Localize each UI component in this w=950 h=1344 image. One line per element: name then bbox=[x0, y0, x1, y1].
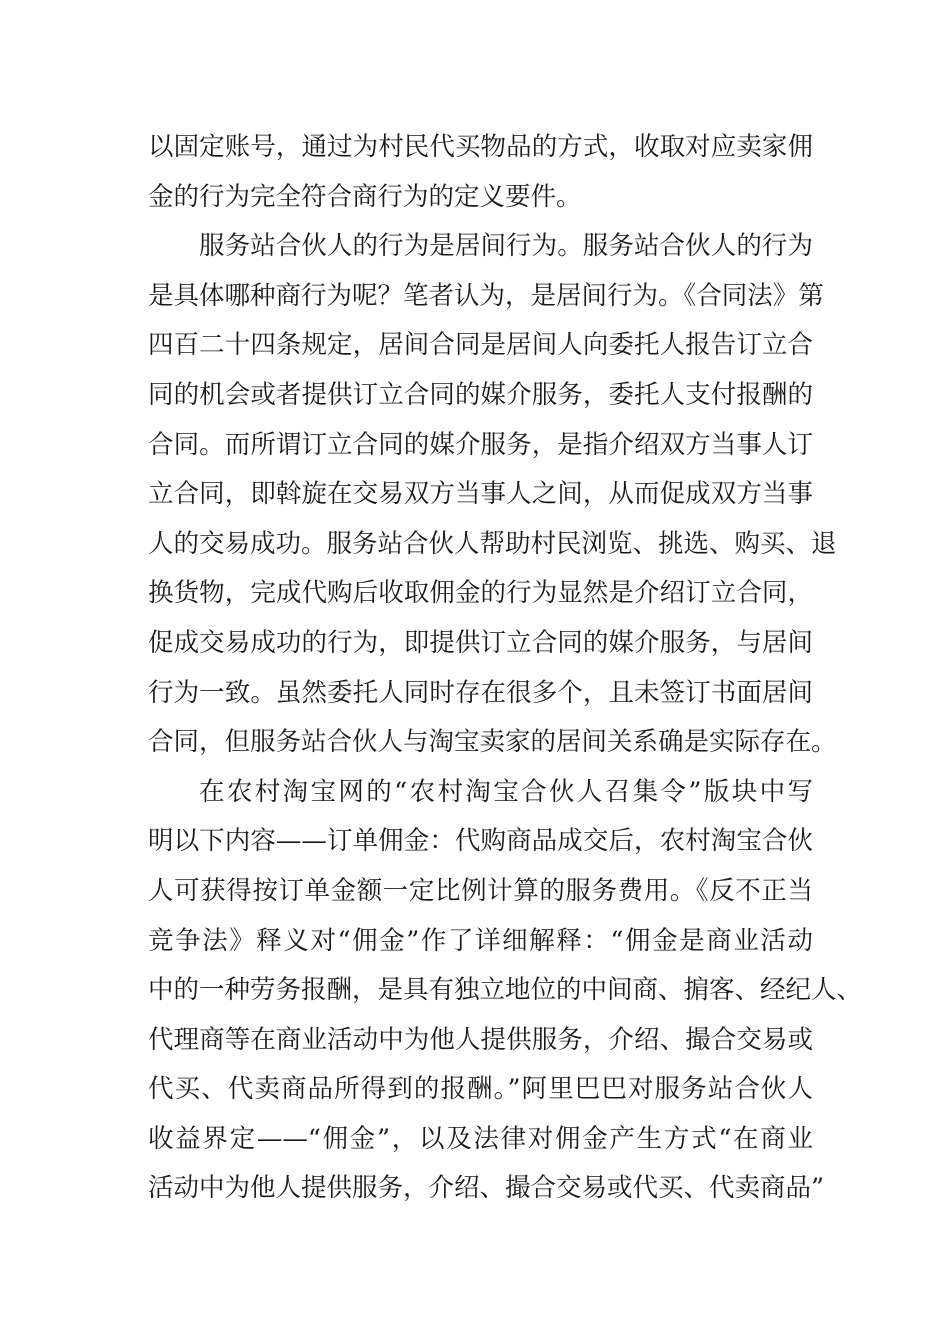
text-line: 明以下内容——订单佣金：代购商品成交后，农村淘宝合伙 bbox=[148, 826, 813, 857]
text-line: 合同。而所谓订立合同的媒介服务，是指介绍双方当事人订 bbox=[148, 429, 813, 460]
text-line: 行为一致。虽然委托人同时存在很多个，且未签订书面居间 bbox=[148, 677, 813, 708]
text-line: 合同，但服务站合伙人与淘宝卖家的居间关系确是实际存在。 bbox=[148, 727, 837, 758]
text-line: 立合同，即斡旋在交易双方当事人之间，从而促成双方当事 bbox=[148, 479, 813, 510]
text-line: 促成交易成功的行为，即提供订立合同的媒介服务，与居间 bbox=[148, 627, 813, 658]
text-line: 四百二十四条规定，居间合同是居间人向委托人报告订立合 bbox=[148, 330, 813, 361]
text-line: 人可获得按订单金额一定比例计算的服务费用。《反不正当 bbox=[148, 875, 813, 906]
text-line: 金的行为完全符合商行为的定义要件。 bbox=[148, 181, 582, 212]
body-text bbox=[148, 123, 863, 1214]
text-line: 代理商等在商业活动中为他人提供服务，介绍、撮合交易或 bbox=[148, 1024, 813, 1055]
text-line: 中的一种劳务报酬，是具有独立地位的中间商、掮客、经纪人、 bbox=[148, 975, 863, 1006]
text-line: 代买、代卖商品所得到的报酬。”阿里巴巴对服务站合伙人 bbox=[148, 1074, 813, 1105]
text-line: 是具体哪种商行为呢？笔者认为，是居间行为。《合同法》第 bbox=[148, 280, 824, 311]
text-line: 活动中为他人提供服务，介绍、撮合交易或代买、代卖商品” bbox=[148, 1173, 825, 1204]
text-line: 收益界定——“佣金”，以及法律对佣金产生方式“在商业 bbox=[148, 1123, 813, 1154]
text-line: 竞争法》释义对“佣金”作了详细解释：“佣金是商业活动 bbox=[148, 925, 813, 956]
text-line: 同的机会或者提供订立合同的媒介服务，委托人支付报酬的 bbox=[148, 379, 813, 410]
text-line: 换货物，完成代购后收取佣金的行为显然是介绍订立合同， bbox=[148, 578, 813, 609]
text-line: 以固定账号，通过为村民代买物品的方式，收取对应卖家佣 bbox=[148, 132, 813, 162]
text-line: 在农村淘宝网的“农村淘宝合伙人召集令”版块中写 bbox=[199, 776, 813, 807]
text-line: 服务站合伙人的行为是居间行为。服务站合伙人的行为 bbox=[199, 231, 813, 262]
text-line: 人的交易成功。服务站合伙人帮助村民浏览、挑选、购买、退 bbox=[148, 528, 837, 559]
